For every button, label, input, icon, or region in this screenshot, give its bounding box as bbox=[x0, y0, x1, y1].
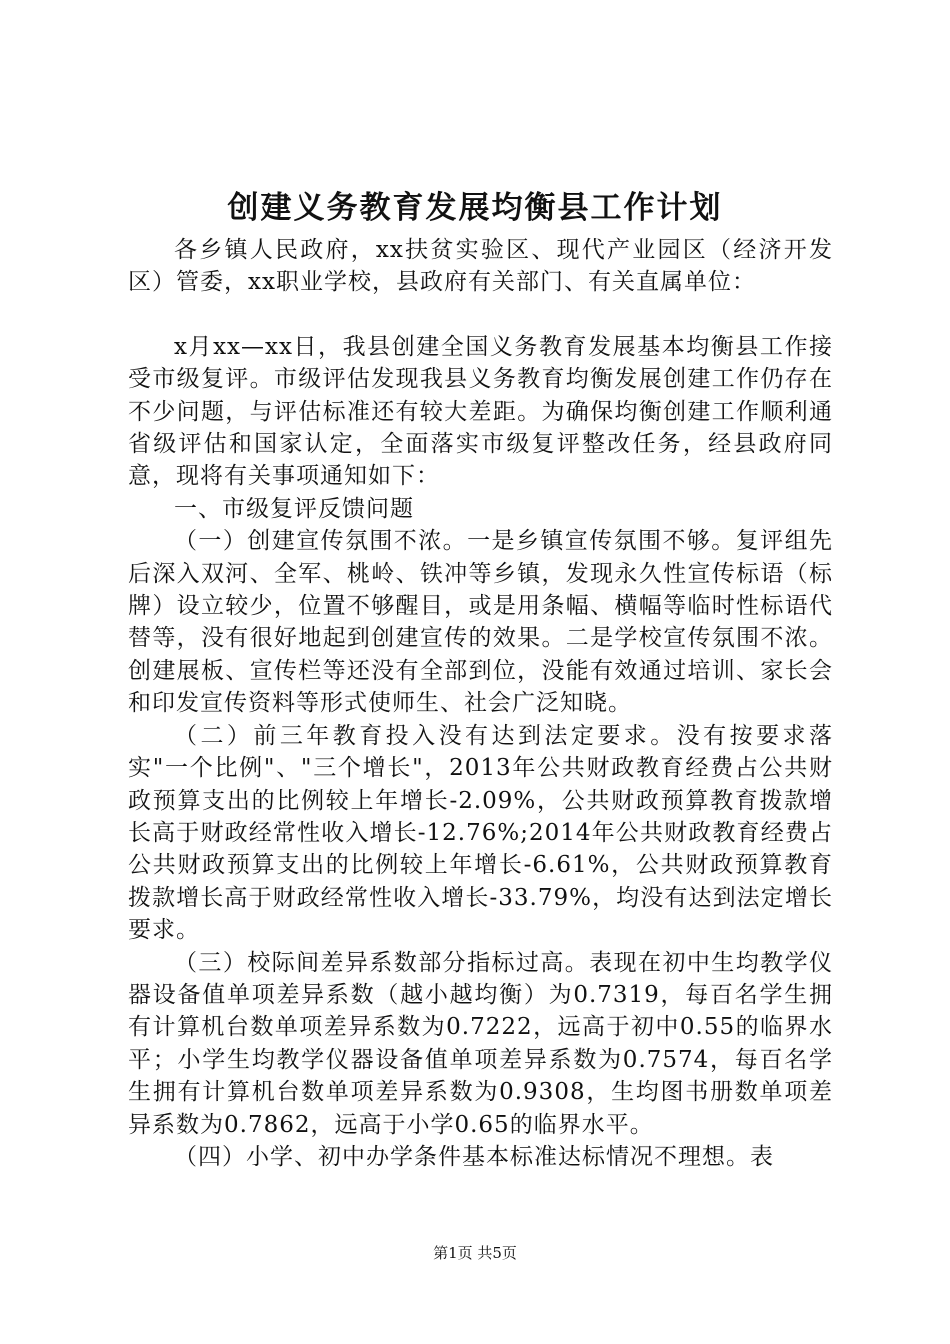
document-title: 创建义务教育发展均衡县工作计划 bbox=[227, 190, 723, 226]
addressee-paragraph: 各乡镇人民政府，xx扶贫实验区、现代产业园区（经济开发区）管委，xx职业学校，县政府有关部门、有关直属单位： bbox=[128, 237, 833, 296]
document-body bbox=[128, 234, 833, 1173]
intro-paragraph: x月xx—xx日，我县创建全国义务教育发展基本均衡县工作接受市级复评。市级评估发现我县义务教育均衡发展创建工作仍存在不少问题，与评估标准还有较大差距。为确保均衡创建工作顺利通省级评估和国家认定，全面落实市级复评整改任务，经县政府同意，现将有关事项通知如下： bbox=[128, 333, 833, 490]
issue-paragraph-4: （四）小学、初中办学条件基本标准达标情况不理想。表 bbox=[174, 1143, 774, 1170]
issue-paragraph-3: （三）校际间差异系数部分指标过高。表现在初中生均教学仪器设备值单项差异系数（越小越均衡）为0.7319，每百名学生拥有计算机台数单项差异系数为0.7222，远高于初中0.55的临界水平；小学生均教学仪器设备值单项差异系数为0.7574，每百名学生拥有计算机台数单项差异系数为0.9308，生均图书册数单项差异系数为0.7862，远高于小学0.65的临界水平。 bbox=[128, 949, 833, 1138]
section-heading: 一、市级复评反馈问题 bbox=[174, 495, 414, 522]
issue-paragraph-1: （一）创建宣传氛围不浓。一是乡镇宣传氛围不够。复评组先后深入双河、全军、桃岭、铁冲等乡镇，发现永久性宣传标语（标牌）设立较少，位置不够醒目，或是用条幅、横幅等临时性标语代替等，没有很好地起到创建宣传的效果。二是学校宣传氛围不浓。创建展板、宣传栏等还没有全部到位，没能有效通过培训、家长会和印发宣传资料等形式使师生、社会广泛知晓。 bbox=[128, 528, 833, 717]
page-number-footer: 第1页 共5页 bbox=[433, 1244, 517, 1262]
issue-paragraph-2: （二）前三年教育投入没有达到法定要求。没有按要求落实"一个比例"、"三个增长"，2013年公共财政教育经费占公共财政预算支出的比例较上年增长-2.09%，公共财政预算教育拨款增长高于财政经常性收入增长-12.76%;2014年公共财政教育经费占公共财政预算支出的比例较上年增长-6.61%，公共财政预算教育拨款增长高于财政经常性收入增长-33.79%，均没有达到法定增长要求。 bbox=[128, 722, 833, 944]
